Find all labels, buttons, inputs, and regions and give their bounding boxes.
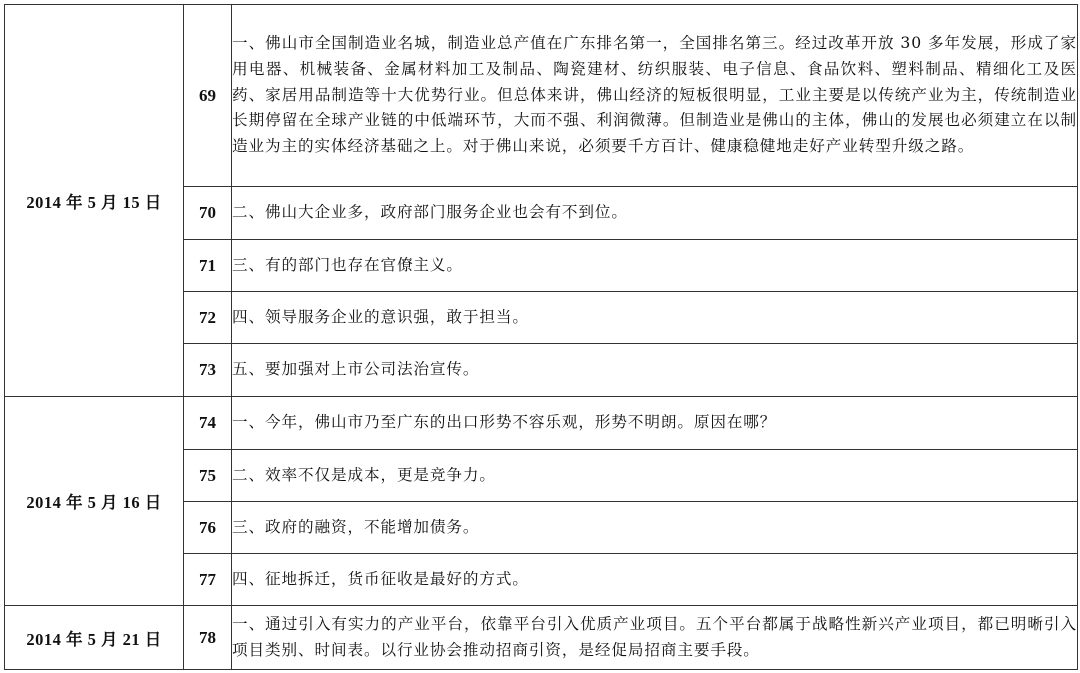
item-number: 70: [184, 187, 232, 240]
date-cell: 2014 年 5 月 15 日: [5, 5, 184, 397]
item-number: 78: [184, 606, 232, 670]
item-number: 76: [184, 502, 232, 554]
item-content: 四、征地拆迁，货币征收是最好的方式。: [232, 554, 1078, 606]
item-content: 二、佛山大企业多，政府部门服务企业也会有不到位。: [232, 187, 1078, 240]
item-number: 72: [184, 292, 232, 344]
item-content: 三、政府的融资，不能增加债务。: [232, 502, 1078, 554]
item-number: 71: [184, 240, 232, 292]
item-number: 77: [184, 554, 232, 606]
speech-record-table: [4, 4, 1078, 670]
item-content: 一、今年，佛山市乃至广东的出口形势不容乐观，形势不明朗。原因在哪？: [232, 397, 1078, 450]
item-number: 73: [184, 344, 232, 397]
table-row: [5, 606, 1078, 670]
item-content: 二、效率不仅是成本，更是竞争力。: [232, 450, 1078, 502]
item-content: 四、领导服务企业的意识强，敢于担当。: [232, 292, 1078, 344]
table-row: [5, 397, 1078, 450]
date-cell: 2014 年 5 月 16 日: [5, 397, 184, 606]
date-cell: 2014 年 5 月 21 日: [5, 606, 184, 670]
item-content: 一、佛山市全国制造业名城，制造业总产值在广东排名第一，全国排名第三。经过改革开放 30 多年发展，形成了家用电器、机械装备、金属材料加工及制品、陶瓷建材、纺织服装、电子信息、食品饮料、塑料制品、精细化工及医药、家居用品制造等十大优势行业。但总体来讲，佛山经济的短板很明显，工业主要是以传统产业为主，传统制造业长期停留在全球产业链的中低端环节，大而不强、利润微薄。但制造业是佛山的主体，佛山的发展也必须建立在以制造业为主的实体经济基础之上。对于佛山来说，必须要千方百计、健康稳健地走好产业转型升级之路。: [232, 5, 1078, 187]
item-number: 74: [184, 397, 232, 450]
item-content: 五、要加强对上市公司法治宣传。: [232, 344, 1078, 397]
item-number: 75: [184, 450, 232, 502]
item-content: 三、有的部门也存在官僚主义。: [232, 240, 1078, 292]
item-number: 69: [184, 5, 232, 187]
table-row: [5, 5, 1078, 187]
item-content: 一、通过引入有实力的产业平台，依靠平台引入优质产业项目。五个平台都属于战略性新兴产业项目，都已明晰引入项目类别、时间表。以行业协会推动招商引资，是经促局招商主要手段。: [232, 606, 1078, 670]
